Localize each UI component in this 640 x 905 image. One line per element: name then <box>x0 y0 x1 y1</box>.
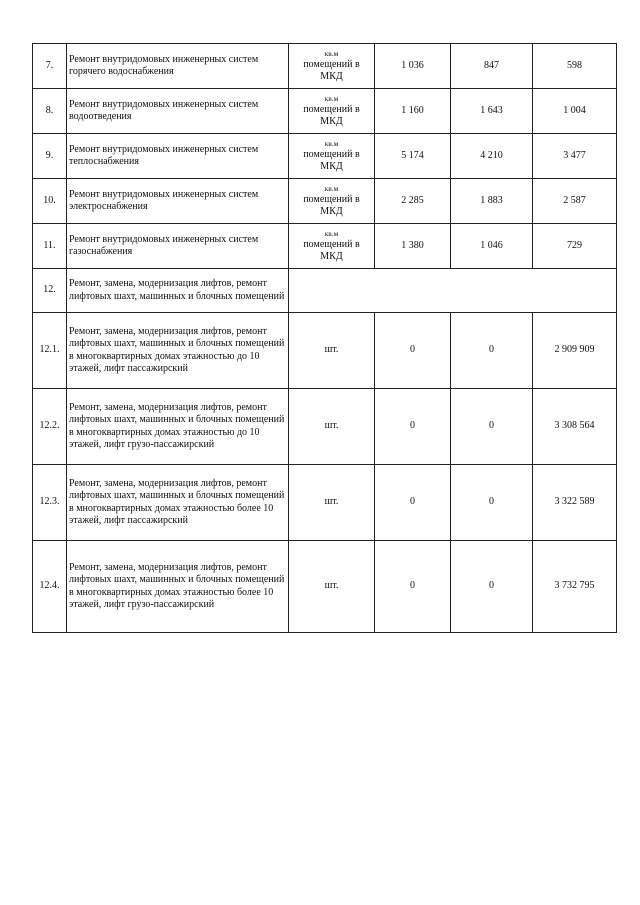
table-row <box>33 224 617 269</box>
unit-bottom: помещений в МКД <box>303 148 360 172</box>
work-name: Ремонт, замена, модернизация лифтов, ремонт лифтовых шахт, машинных и блочных помещений в многоквартирных домах этажностью более 10 этажей, лифт грузо-пассажирский <box>67 541 289 633</box>
value-2: 1 643 <box>451 89 533 134</box>
value-2: 0 <box>451 465 533 541</box>
value-2: 1 883 <box>451 179 533 224</box>
row-number: 9. <box>33 134 67 179</box>
work-name: Ремонт, замена, модернизация лифтов, ремонт лифтовых шахт, машинных и блочных помещений в многоквартирных домах этажностью до 10 этажей, лифт пассажирский <box>67 313 289 389</box>
unit-top: кв.м <box>324 138 339 148</box>
unit-cell <box>289 44 375 89</box>
value-3: 729 <box>533 224 617 269</box>
work-name: Ремонт внутридомовых инженерных систем электроснабжения <box>67 179 289 224</box>
empty-merged-cell <box>289 269 617 313</box>
unit-top: кв.м <box>324 183 339 193</box>
row-number: 12.4. <box>33 541 67 633</box>
row-number: 11. <box>33 224 67 269</box>
value-3: 3 477 <box>533 134 617 179</box>
row-number: 10. <box>33 179 67 224</box>
value-3: 3 322 589 <box>533 465 617 541</box>
unit-bottom: помещений в МКД <box>303 238 360 262</box>
row-number: 12.2. <box>33 389 67 465</box>
row-number: 7. <box>33 44 67 89</box>
table-row <box>33 44 617 89</box>
value-1: 0 <box>375 313 451 389</box>
value-2: 0 <box>451 389 533 465</box>
row-number: 12. <box>33 269 67 313</box>
value-1: 5 174 <box>375 134 451 179</box>
value-3: 598 <box>533 44 617 89</box>
value-1: 0 <box>375 541 451 633</box>
value-3: 2 909 909 <box>533 313 617 389</box>
value-2: 847 <box>451 44 533 89</box>
unit-bottom: помещений в МКД <box>303 103 360 127</box>
value-3: 1 004 <box>533 89 617 134</box>
unit-bottom: помещений в МКД <box>303 193 360 217</box>
value-1: 1 380 <box>375 224 451 269</box>
unit-cell: шт. <box>289 389 375 465</box>
work-name: Ремонт внутридомовых инженерных систем водоотведения <box>67 89 289 134</box>
value-2: 4 210 <box>451 134 533 179</box>
unit-cell: шт. <box>289 465 375 541</box>
work-name: Ремонт внутридомовых инженерных систем газоснабжения <box>67 224 289 269</box>
work-name: Ремонт внутридомовых инженерных систем теплоснабжения <box>67 134 289 179</box>
value-2: 1 046 <box>451 224 533 269</box>
table-row <box>33 89 617 134</box>
row-number: 8. <box>33 89 67 134</box>
unit-cell <box>289 89 375 134</box>
unit-cell <box>289 224 375 269</box>
value-1: 1 160 <box>375 89 451 134</box>
value-2: 0 <box>451 313 533 389</box>
work-name: Ремонт, замена, модернизация лифтов, ремонт лифтовых шахт, машинных и блочных помещений в многоквартирных домах этажностью до 10 этажей, лифт грузо-пассажирский <box>67 389 289 465</box>
table-row <box>33 313 617 389</box>
table-row <box>33 179 617 224</box>
table-row <box>33 465 617 541</box>
row-number: 12.3. <box>33 465 67 541</box>
value-3: 3 308 564 <box>533 389 617 465</box>
unit-bottom: помещений в МКД <box>303 58 360 82</box>
cost-table <box>32 43 617 633</box>
unit-cell <box>289 179 375 224</box>
work-name: Ремонт, замена, модернизация лифтов, ремонт лифтовых шахт, машинных и блочных помещений в многоквартирных домах этажностью более 10 этажей, лифт пассажирский <box>67 465 289 541</box>
unit-top: кв.м <box>324 93 339 103</box>
value-1: 1 036 <box>375 44 451 89</box>
unit-top: кв.м <box>324 48 339 58</box>
unit-top: кв.м <box>324 228 339 238</box>
table-row <box>33 389 617 465</box>
unit-cell: шт. <box>289 313 375 389</box>
table-row <box>33 269 617 313</box>
table-row <box>33 134 617 179</box>
unit-cell <box>289 134 375 179</box>
row-number: 12.1. <box>33 313 67 389</box>
value-2: 0 <box>451 541 533 633</box>
work-name: Ремонт, замена, модернизация лифтов, ремонт лифтовых шахт, машинных и блочных помещений <box>67 269 289 313</box>
work-name: Ремонт внутридомовых инженерных систем горячего водоснабжения <box>67 44 289 89</box>
unit-cell: шт. <box>289 541 375 633</box>
value-3: 3 732 795 <box>533 541 617 633</box>
table-row <box>33 541 617 633</box>
value-3: 2 587 <box>533 179 617 224</box>
value-1: 0 <box>375 389 451 465</box>
value-1: 0 <box>375 465 451 541</box>
value-1: 2 285 <box>375 179 451 224</box>
